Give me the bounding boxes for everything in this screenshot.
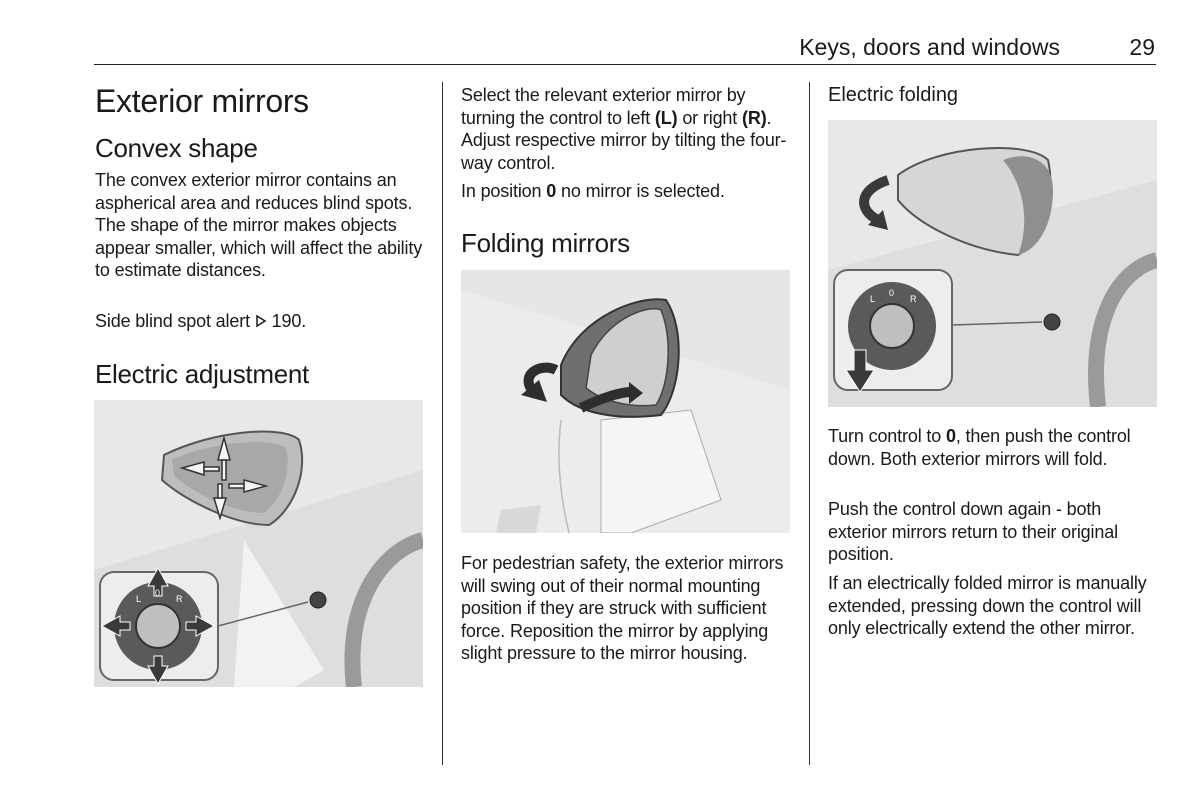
heading-folding-mirrors: Folding mirrors <box>461 228 630 258</box>
paragraph-convex-shape: The convex exterior mirror contains an aspherical area and reduces blind spots. The shape of the mirror makes objects appear smaller, which will affect the ability to estimate distances. <box>95 170 423 280</box>
paragraph-select-mirror <box>461 84 796 174</box>
turn-text-2: , then push the control down. Both exterior mirrors will fold. <box>828 426 1131 469</box>
paragraph-blind-spot-ref <box>95 310 425 333</box>
select-text-1: Select the relevant exterior mirror by turning the control to left <box>461 85 746 128</box>
section-title-exterior-mirrors: Exterior mirrors <box>95 83 309 119</box>
select-bold-R: (R) <box>742 107 767 128</box>
adjust-control-label-0: 0 <box>155 588 161 598</box>
paragraph-position-zero <box>461 180 791 203</box>
running-header-title: Keys, doors and windows <box>799 34 1060 60</box>
adjust-control-label-R: R <box>176 594 183 604</box>
position-text-2: no mirror is selected. <box>556 181 725 201</box>
turn-text-1: Turn control to <box>828 426 946 446</box>
figure-electric-folding <box>828 120 1157 407</box>
fold-control-label-0: 0 <box>889 288 895 298</box>
paragraph-pedestrian-safety: For pedestrian safety, the exterior mirrors will swing out of their normal mounting position if they are struck with sufficient force. Reposition the mirror by applying slight pressure to the mirror housing. <box>461 553 784 663</box>
figure-electric-adjustment <box>94 400 423 687</box>
fold-control-label-R: R <box>910 294 917 304</box>
position-bold-0: 0 <box>546 181 557 201</box>
select-text-3: . Adjust respective mirror by tilting the four-way control. <box>461 107 787 173</box>
position-text-1: In position <box>461 181 547 201</box>
fold-control-label-L: L <box>870 294 876 304</box>
turn-bold-0: 0 <box>945 426 956 446</box>
heading-convex-shape: Convex shape <box>95 133 258 163</box>
column-divider-left <box>442 82 443 765</box>
blind-spot-ref-text: Side blind spot alert <box>95 311 250 331</box>
adjust-control-label-L: L <box>136 594 142 604</box>
page-number: 29 <box>1129 34 1155 60</box>
select-text-2: or right <box>677 107 742 128</box>
select-bold-L: (L) <box>654 107 678 128</box>
figure-folding-mirrors <box>461 270 790 533</box>
heading-electric-adjustment: Electric adjustment <box>95 359 309 389</box>
paragraph-push-again: Push the control down again - both exterior mirrors return to their original position. <box>828 499 1118 564</box>
header-rule <box>94 64 1156 65</box>
column-divider-right <box>809 82 810 765</box>
blind-spot-ref-page: 190. <box>271 311 307 331</box>
heading-electric-folding: Electric folding <box>828 84 959 106</box>
paragraph-manual-extend: If an electrically folded mirror is manually extended, pressing down the control will only electrically extend the other mirror. <box>828 573 1147 638</box>
arrow-reference-icon <box>255 311 267 325</box>
paragraph-turn-control <box>828 425 1158 470</box>
